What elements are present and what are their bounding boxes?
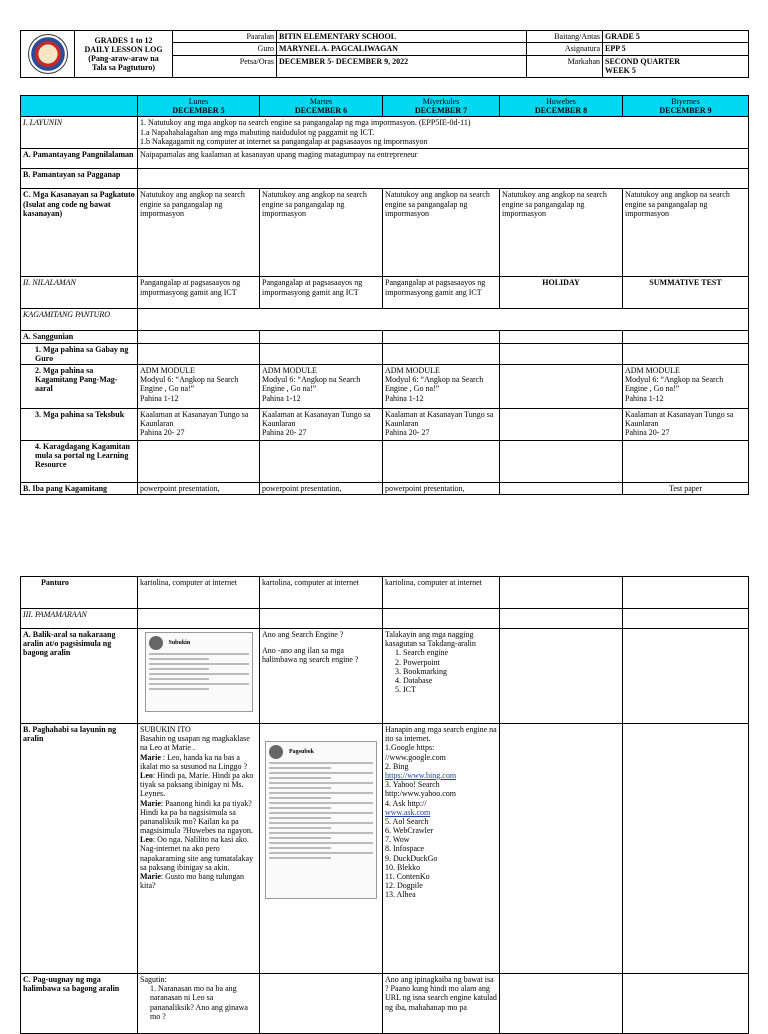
header-table: [20, 30, 749, 78]
lesson-table-page1: [20, 95, 749, 495]
blank-cell: [623, 440, 749, 482]
doc-line: [149, 683, 249, 685]
takdang-intro: Talakayin ang mga nagging kasagutan sa Takdang-aralin: [385, 630, 476, 649]
gabay-label: 1. Mga pahina sa Gabay ng Guro: [21, 343, 138, 364]
doc-line: [269, 797, 331, 799]
search-item: 9. DuckDuckGo: [385, 853, 438, 863]
pamantayang-label: A. Pamantayang Pangnilalaman: [21, 149, 138, 169]
search-item: 2. Bing: [385, 761, 409, 771]
module-cell: [138, 364, 260, 408]
dll-title-line: DAILY LESSON LOG: [84, 44, 163, 54]
deped-seal-icon: [28, 34, 68, 74]
doc-line: [269, 847, 331, 849]
layunin-line: 1.a Napahahalagahan ang mga mabuting naidudulot ng paggamit ng ICT.: [140, 127, 375, 137]
blank-cell: [138, 343, 260, 364]
pagkakaiba-cell: Ano ang ipinagkaiba ng bawat isa ? Paano kung hindi mo alam ang URL ng isna search engine katulad ng iba, mahahanap mo pa: [383, 974, 500, 1034]
doc-line: [269, 852, 373, 854]
panturo-cell: kartolina, computer at internet: [138, 577, 260, 609]
pagsubok-doc-title: Pagsubok: [289, 748, 315, 755]
teksbuk-line: Pahina 20- 27: [140, 428, 185, 438]
teksbuk-line: Kaalaman at Kasanayan Tungo sa Kaunlaran: [140, 409, 249, 429]
lesson-table-page2: [20, 576, 749, 1034]
search-engine-list-cell: [383, 724, 500, 974]
blank-cell: [500, 408, 623, 440]
pamantayang-text: Naipapamalas ang kaalaman at kasanayan upang maging matagumpay na entrepreneur: [138, 149, 749, 169]
teksbuk-cell: [383, 408, 500, 440]
blank-cell: [383, 343, 500, 364]
search-item: 1.Google https: //www.google.com: [385, 743, 446, 762]
blank-cell: [623, 331, 749, 343]
holiday-cell: HOLIDAY: [500, 277, 623, 309]
blank-cell: [500, 609, 623, 629]
iba-cell: powerpoint presentation,: [138, 482, 260, 494]
subukin-document-thumbnail: [145, 632, 253, 712]
module-line: ADM MODULE: [262, 365, 317, 375]
dialog-line: [140, 799, 257, 836]
dialog-intro: Basahin ng usapan ng magkaklase na Leo at Marie .: [140, 734, 250, 753]
search-item: 10. Blekko: [385, 862, 421, 872]
sagutin-cell: [138, 974, 260, 1034]
takdang-list: [385, 648, 497, 694]
doc-line: [269, 807, 331, 809]
module-line: Pahina 1-12: [625, 393, 664, 403]
pagsubok-document-thumbnail: [265, 741, 377, 899]
pagsubok-doc-cell: [260, 724, 383, 974]
blank-cell: [383, 331, 500, 343]
search-item: 13. Alhea: [385, 890, 416, 900]
paaralan-label: Paaralan: [173, 31, 277, 43]
module-line: ADM MODULE: [385, 365, 440, 375]
doc-line: [269, 802, 373, 804]
search-intro: Hanapin ang mga search engine na ito sa internet.: [385, 725, 497, 744]
speaker: Marie: [140, 798, 161, 808]
blank-cell: [260, 974, 383, 1034]
doc-line: [269, 787, 331, 789]
speaker: Leo: [140, 770, 153, 780]
pagganap-label: B. Pamantayan sa Pagganap: [21, 169, 138, 189]
doc-line: [269, 842, 373, 844]
doc-line: [149, 653, 249, 655]
pagsubok-doc-icon: [269, 745, 283, 759]
iba-cell: powerpoint presentation,: [383, 482, 500, 494]
doc-line: [269, 772, 373, 774]
speaker: Marie: [140, 752, 161, 762]
subukin-ito-cell: [138, 724, 260, 974]
module-line: ADM MODULE: [625, 365, 680, 375]
deped-seal: [21, 31, 75, 78]
dialog-text: : Leo, handa ka na bas a ikalat mo sa susunod na Linggo ?: [140, 752, 248, 771]
module-line: Modyul 6: “Angkop na Search Engine , Go na!”: [262, 375, 361, 394]
doc-line: [269, 822, 373, 824]
doc-line: [269, 827, 331, 829]
doc-line: [269, 857, 331, 859]
doc-line: [269, 832, 373, 834]
search-item: 4. Ask http://: [385, 798, 427, 808]
pamamaraan-label: III. PAMAMARAAN: [21, 609, 138, 629]
dll-title-line: GRADES 1 to 12: [94, 35, 153, 45]
layunin-label: I. LAYUNIN: [21, 117, 138, 149]
day-header: [623, 96, 749, 117]
doc-line: [269, 812, 373, 814]
takdang-aralin-cell: [383, 629, 500, 724]
day-header: [260, 96, 383, 117]
blank-cell: [500, 724, 623, 974]
module-line: Pahina 1-12: [385, 393, 424, 403]
dialog-line: [140, 753, 257, 771]
module-line: Modyul 6: “Angkop na Search Engine , Go na!”: [385, 375, 484, 394]
speaker: Marie: [140, 872, 161, 881]
kagamitan-blank: [138, 309, 749, 331]
layunin-line: 1.b Nakagagamit ng computer at internet sa pangangalap at pagsasaayos ng impormasyon: [140, 136, 428, 146]
nilalaman-cell: Pangangalap at pagsasaayos ng impormasyong gamit ang ICT: [138, 277, 260, 309]
module-line: ADM MODULE: [140, 365, 195, 375]
dialog-text: : Paanong hindi ka pa tiyak? Hindi ka pa ba nagsisimula sa pananaliksik mo? Kailan ka pa magsisimula ?Huwebes na ngayon.: [140, 798, 253, 836]
dialog-line: [140, 771, 257, 799]
blank-header: [21, 96, 138, 117]
subukin-title: SUBUKIN ITO: [140, 725, 191, 734]
search-item: 12. Dogpile: [385, 881, 423, 891]
markahan-quarter: SECOND QUARTER: [605, 56, 681, 66]
markahan-label: Markahan: [527, 55, 603, 77]
search-item: 7. Wow: [385, 835, 410, 845]
kagamitang-label: 2. Mga pahina sa Kagamitang Pang-Mag-aaral: [21, 364, 138, 408]
sagutin-title: Sagutin:: [140, 975, 167, 984]
blank-cell: [623, 974, 749, 1034]
blank-cell: [383, 609, 500, 629]
search-item: 3. Yahoo! Search http:/www.yahoo.com: [385, 780, 457, 799]
blank-cell: [138, 331, 260, 343]
teksbuk-cell: [623, 408, 749, 440]
kasanayan-cell: Natutukoy ang angkop na search engine sa pangangalap ng impormasyon: [383, 189, 500, 277]
layunin-text: [138, 117, 749, 149]
kasanayan-cell: Natutukoy ang angkop na search engine sa pangangalap ng impormasyon: [500, 189, 623, 277]
subukin-doc-icon: [149, 636, 163, 650]
dialog-text: : Hindi pa, Marie. Hindi pa ako tiyak sa paksang ibinigay ni Ms. Leynes.: [140, 770, 254, 799]
blank-cell: [500, 629, 623, 724]
doc-line: [269, 777, 331, 779]
teksbuk-label: 3. Mga pahina sa Teksbuk: [21, 408, 138, 440]
dll-title-line: Tala sa Pagtuturo): [91, 63, 156, 73]
teksbuk-line: Kaalaman at Kasanayan Tungo sa Kaunlaran: [385, 409, 494, 429]
module-cell: [383, 364, 500, 408]
search-item: 8. Infospace: [385, 844, 425, 854]
dll-title: [75, 31, 173, 78]
blank-cell: [623, 343, 749, 364]
karagdagang-label: 4. Karagdagang Kagamitan mula sa portal ng Learning Resource: [21, 440, 138, 482]
doc-line: [269, 782, 373, 784]
doc-line: [269, 817, 331, 819]
doc-line: [149, 663, 249, 665]
dialog-text: : Oo nga. Nalilito na kasi ako. Nag-internet na ako pero napakaraming site ang tumatalakay sa paksang ibinigay sa akin.: [140, 835, 254, 872]
doc-line: [269, 837, 331, 839]
day-name: Biyernes: [671, 97, 700, 106]
nilalaman-label: II. NILALAMAN: [21, 277, 138, 309]
blank-cell: [260, 331, 383, 343]
blank-cell: [623, 724, 749, 974]
baitang-value: GRADE 5: [603, 31, 749, 43]
blank-cell: [138, 440, 260, 482]
speaker: Leo: [140, 835, 153, 845]
kasanayan-cell: Natutukoy ang angkop na search engine sa pangangalap ng impormasyon: [623, 189, 749, 277]
paaralan-value: BITIN ELEMENTARY SCHOOL: [277, 31, 527, 43]
kasanayan-label: C. Mga Kasanayan sa Pagkatuto (Isulat ang code ng bawat kasanayan): [21, 189, 138, 277]
question-2: Ano -ano ang ilan sa mga halimbawa ng search engine ?: [262, 646, 359, 665]
day-date: DECEMBER 6: [294, 106, 348, 116]
paghahabi-label: B. Paghahabi sa layunin ng aralin: [21, 724, 138, 974]
day-name: Martes: [309, 97, 333, 106]
dialog-line: [140, 835, 257, 872]
blank-cell: [623, 577, 749, 609]
subukin-doc-cell: [138, 629, 260, 724]
sagutin-item: 1. Naranasan mo na ba ang naranasan ni Leo sa pananaliksik? Ano ang ginawa mo ?: [150, 984, 248, 1021]
teksbuk-line: Pahina 20- 27: [385, 428, 430, 438]
kagamitan-label: KAGAMITANG PANTURO: [21, 309, 138, 331]
guro-value: MARYNEL A. PAGCALIWAGAN: [277, 43, 527, 55]
day-header: [383, 96, 500, 117]
petsa-label: Petsa/Oras: [173, 55, 277, 77]
petsa-value: DECEMBER 5- DECEMBER 9, 2022: [277, 55, 527, 77]
dll-title-line: (Pang-araw-araw na: [88, 54, 159, 63]
pagganap-text: [138, 169, 749, 189]
day-date: DECEMBER 5: [172, 106, 225, 116]
doc-line: [149, 678, 209, 680]
test-paper-cell: Test paper: [623, 482, 749, 494]
iba-label: B. Iba pang Kagamitang: [21, 482, 138, 494]
teksbuk-line: Kaalaman at Kasanayan Tungo sa Kaunlaran: [262, 409, 371, 429]
nilalaman-cell: Pangangalap at pagsasaayos ng impormasyong gamit ang ICT: [383, 277, 500, 309]
day-name: Miyerkules: [422, 97, 460, 106]
day-date: DECEMBER 8: [534, 106, 588, 116]
guro-label: Guro: [173, 43, 277, 55]
asignatura-value: EPP 5: [603, 43, 749, 55]
doc-line: [149, 688, 209, 690]
blank-cell: [500, 364, 623, 408]
blank-cell: [260, 343, 383, 364]
day-name: Lunes: [188, 97, 209, 106]
panturo-cell: kartolina, computer at internet: [383, 577, 500, 609]
takdang-item: 2. Powerpoint: [403, 658, 497, 667]
teksbuk-line: Pahina 20- 27: [625, 428, 670, 438]
blank-cell: [500, 343, 623, 364]
blank-cell: [500, 482, 623, 494]
subukin-doc-title: Subukin: [168, 639, 191, 646]
search-link[interactable]: https://www.bing.com: [385, 770, 457, 780]
search-item: 11. ContenKo: [385, 872, 430, 881]
module-line: Modyul 6: “Angkop na Search Engine , Go na!”: [625, 375, 724, 394]
blank-cell: [500, 331, 623, 343]
sanggunian-label: A. Sanggunian: [21, 331, 138, 343]
teksbuk-line: Pahina 20- 27: [262, 428, 307, 438]
layunin-line: 1. Natutukoy ang mga angkop na search engine sa pangangalap ng mga impormasyon. (EPP5IE-0d-11): [140, 118, 471, 128]
blank-cell: [138, 609, 260, 629]
blank-cell: [500, 440, 623, 482]
doc-line: [269, 792, 373, 794]
takdang-item: 4. Database: [403, 676, 497, 685]
dialog-text: : Gusto mo bang tulungan kita?: [140, 872, 244, 891]
balik-aral-questions: [260, 629, 383, 724]
module-cell: [623, 364, 749, 408]
doc-line: [149, 658, 209, 660]
day-date: DECEMBER 7: [414, 106, 468, 116]
pag-uugnay-label: C. Pag-uugnay ng mga halimbawa sa bagong aralin: [21, 974, 138, 1034]
blank-cell: [260, 609, 383, 629]
baitang-label: Baitang/Antas: [527, 31, 603, 43]
markahan-value: [603, 55, 749, 77]
kasanayan-cell: Natutukoy ang angkop na search engine sa pangangalap ng impormasyon: [260, 189, 383, 277]
doc-line: [269, 762, 373, 764]
day-name: Huwebes: [546, 97, 576, 106]
panturo-cell: kartolina, computer at internet: [260, 577, 383, 609]
module-line: Pahina 1-12: [140, 393, 179, 403]
takdang-item: 1. Search engine: [403, 648, 497, 657]
blank-cell: [383, 440, 500, 482]
summative-cell: SUMMATIVE TEST: [623, 277, 749, 309]
doc-line: [149, 668, 209, 670]
module-line: Modyul 6: “Angkop na Search Engine , Go na!”: [140, 375, 239, 394]
question-1: Ano ang Search Engine ?: [262, 630, 344, 639]
teksbuk-line: Kaalaman at Kasanayan Tungo sa Kaunlaran: [625, 409, 734, 429]
iba-cell: powerpoint presentation,: [260, 482, 383, 494]
search-item: 5. Aol Search: [385, 816, 429, 826]
blank-cell: [623, 629, 749, 724]
panturo-label: Panturo: [21, 577, 138, 609]
nilalaman-cell: Pangangalap at pagsasaayos ng impormasyong gamit ang ICT: [260, 277, 383, 309]
module-line: Pahina 1-12: [262, 393, 301, 403]
takdang-item: 3. Bookmarking: [403, 667, 497, 676]
day-header: [138, 96, 260, 117]
module-cell: [260, 364, 383, 408]
doc-line: [269, 767, 331, 769]
doc-line: [149, 673, 249, 675]
teksbuk-cell: [260, 408, 383, 440]
asignatura-label: Asignatura: [527, 43, 603, 55]
markahan-week: WEEK 5: [605, 65, 636, 75]
balik-aral-label: A. Balik-aral sa nakaraang aralin at/o pagsisimula ng bagong aralin: [21, 629, 138, 724]
search-link[interactable]: www.ask.com: [385, 807, 431, 817]
day-date: DECEMBER 9: [659, 106, 712, 116]
spacer: [262, 639, 380, 646]
teksbuk-cell: [138, 408, 260, 440]
kasanayan-cell: Natutukoy ang angkop na search engine sa pangangalap ng impormasyon: [138, 189, 260, 277]
blank-cell: [500, 974, 623, 1034]
takdang-item: 5. ICT: [403, 685, 497, 694]
search-item: 6. WebCrawler: [385, 826, 434, 836]
blank-cell: [500, 577, 623, 609]
blank-cell: [623, 609, 749, 629]
day-header: [500, 96, 623, 117]
dialog-line: [140, 872, 257, 890]
blank-cell: [260, 440, 383, 482]
